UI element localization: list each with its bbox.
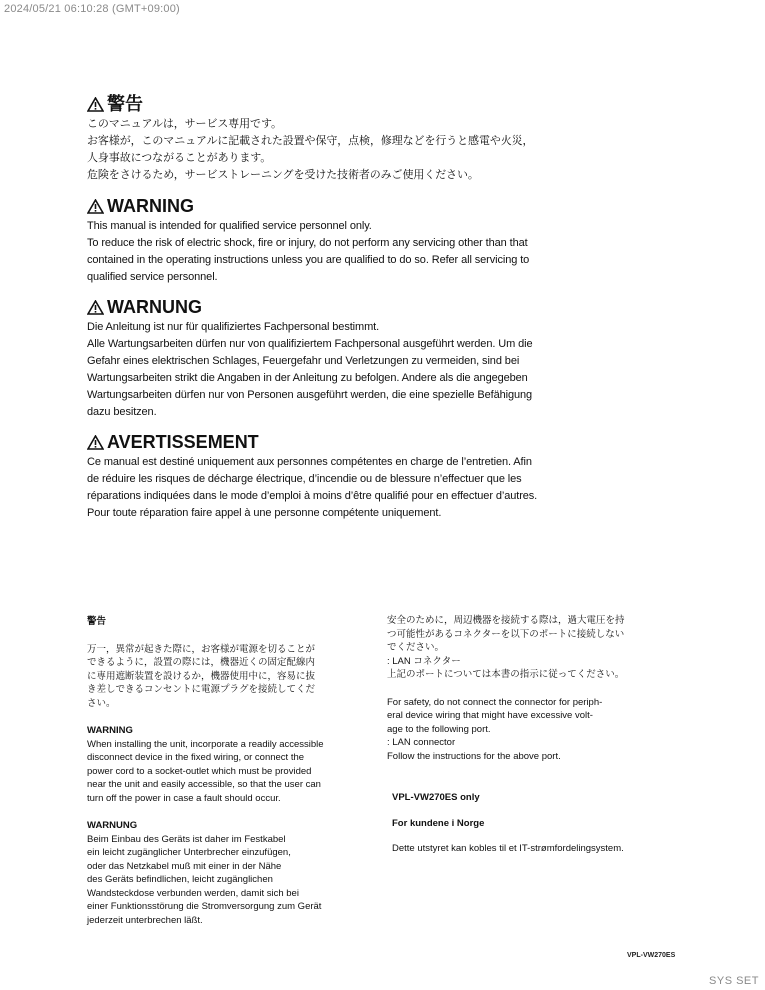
right-ja-line: つ可能性があるコネクターを以下のポートに接続しない — [387, 628, 625, 640]
right-en-line: eral device wiring that might have excessive volt- — [387, 710, 593, 721]
warning-triangle-icon — [87, 435, 104, 450]
warning-text-line: de réduire les risques de décharge électrique, d’incendie ou de blessure n’effectuer que les — [87, 473, 522, 485]
warning-title-ja: 警告 — [107, 94, 143, 114]
warning-heading-fr — [87, 432, 617, 452]
warning-text-line: このマニュアルは，サービス専用です。 — [87, 118, 282, 130]
left-de-line: oder das Netzkabel muß mit einer in der Nähe — [87, 860, 282, 872]
left-de-line: des Geräts befindlichen, leicht zugänglichen — [87, 874, 273, 885]
right-ja-line: : LAN コネクター — [387, 655, 461, 667]
warning-text-line: To reduce the risk of electric shock, fire or injury, do not perform any servicing other than that — [87, 237, 528, 249]
warning-title-en: WARNING — [107, 196, 194, 216]
warning-text-line: お客様が，このマニュアルに記載された設置や保守，点検，修理などを行うと感電や火災， — [87, 135, 534, 147]
warning-triangle-icon — [87, 199, 104, 214]
right-en-line: : LAN connector — [387, 737, 456, 748]
right-ja-line: でください。 — [387, 642, 445, 653]
warning-text-line: Alle Wartungsarbeiten dürfen nur von qualifiziertem Fachpersonal ausgeführt werden. Um die — [87, 338, 533, 350]
left-ja-line: できるように，設置の際には，機器近くの固定配線内 — [87, 657, 316, 668]
warning-block-de — [87, 297, 617, 421]
left-de-line: jederzeit unterbrechen läßt. — [87, 914, 203, 926]
warning-heading-ja — [87, 94, 617, 114]
warning-text-line: Wartungsarbeiten strikt die Angaben in der Anleitung zu befolgen. Andere als die angegeben — [87, 372, 528, 384]
left-de-line: Wandsteckdose verbunden werden, damit sich bei — [87, 887, 299, 899]
model-note: VPL-VW270ES only — [392, 792, 480, 803]
warning-triangle-icon — [87, 300, 104, 315]
footer-model-code: VPL-VW270ES — [627, 952, 676, 959]
warning-block-fr — [87, 432, 617, 522]
warning-text-line: Pour toute réparation faire appel à une personne compétente uniquement. — [87, 507, 442, 519]
left-ja-line: 万一，異常が起きた際に，お客様が電源を切ることが — [87, 643, 316, 655]
sys-set-label: SYS SET — [709, 975, 759, 987]
left-en-line: near the unit and easily accessible, so that the user can — [87, 779, 321, 790]
warning-heading-de — [87, 297, 617, 317]
left-column — [87, 615, 372, 927]
left-en-line: When installing the unit, incorporate a readily accessible — [87, 738, 324, 750]
right-ja-line: 上記のポートについては本書の指示に従ってください。 — [387, 669, 625, 680]
right-en-line: For safety, do not connect the connector for periph- — [387, 696, 603, 708]
right-en-line: Follow the instructions for the above port. — [387, 750, 561, 762]
warning-text-line: Ce manual est destiné uniquement aux personnes compétentes en charge de l’entretien. Afin — [87, 456, 532, 468]
warning-title-fr: AVERTISSEMENT — [107, 432, 259, 452]
right-column — [387, 614, 687, 856]
left-en-line: disconnect device in the fixed wiring, or connect the — [87, 752, 305, 763]
warning-triangle-icon — [87, 97, 104, 112]
right-en-line: age to the following port. — [387, 723, 491, 735]
warning-text-line: contained in the operating instructions unless you are qualified to do so. Refer all servicing to — [87, 254, 530, 266]
left-de-title: WARNUNG — [87, 820, 138, 831]
warning-heading-en — [87, 196, 617, 216]
warning-block-ja — [87, 94, 617, 184]
norway-title: For kundene i Norge — [392, 817, 485, 829]
norway-text: Dette utstyret kan kobles til et IT-strømfordelingsystem. — [392, 843, 624, 854]
right-ja-line: 安全のために，周辺機器を接続する際は，過大電圧を持 — [387, 615, 625, 626]
warning-title-de: WARNUNG — [107, 297, 202, 317]
left-ja-title: 警告 — [87, 616, 107, 627]
left-en-title: WARNING — [87, 725, 133, 736]
warning-text-line: Gefahr eines elektrischen Schlages, Feuergefahr und Verletzungen zu vermeiden, sind bei — [87, 355, 520, 367]
left-de-line: Beim Einbau des Geräts ist daher im Festkabel — [87, 833, 286, 845]
timestamp: 2024/05/21 06:10:28 (GMT+09:00) — [4, 3, 180, 15]
warning-text-line: 危険をさけるため，サービストレーニングを受けた技術者のみご使用ください。 — [87, 169, 479, 181]
left-ja-line: に専用遮断装置を設けるか，機器使用中に，容易に抜 — [87, 670, 316, 682]
left-de-line: einer Funktionsstörung die Stromversorgung zum Gerät — [87, 901, 322, 912]
warning-text-line: dazu besitzen. — [87, 406, 157, 418]
warning-text-line: qualified service personnel. — [87, 271, 218, 283]
warning-text-line: This manual is intended for qualified service personnel only. — [87, 220, 372, 232]
left-ja-line: き差しできるコンセントに電源プラグを接続してくだ — [87, 684, 316, 695]
left-ja-line: さい。 — [87, 697, 116, 709]
warning-text-line: Die Anleitung ist nur für qualifiziertes Fachpersonal bestimmt. — [87, 321, 380, 333]
warning-text-line: 人身事故につながることがあります。 — [87, 152, 272, 164]
left-de-line: ein leicht zugänglicher Unterbrecher einzufügen, — [87, 847, 291, 858]
warning-text-line: réparations indiquées dans le mode d’emploi à moins d’être qualifié pour en effectuer d’autres. — [87, 490, 538, 502]
left-en-line: power cord to a socket-outlet which must be provided — [87, 765, 312, 777]
warning-block-en — [87, 196, 617, 286]
left-en-line: turn off the power in case a fault should occur. — [87, 792, 281, 804]
warning-text-line: Wartungsarbeiten dürfen nur von Personen ausgeführt werden, die eine spezielle Befähigung — [87, 389, 533, 401]
